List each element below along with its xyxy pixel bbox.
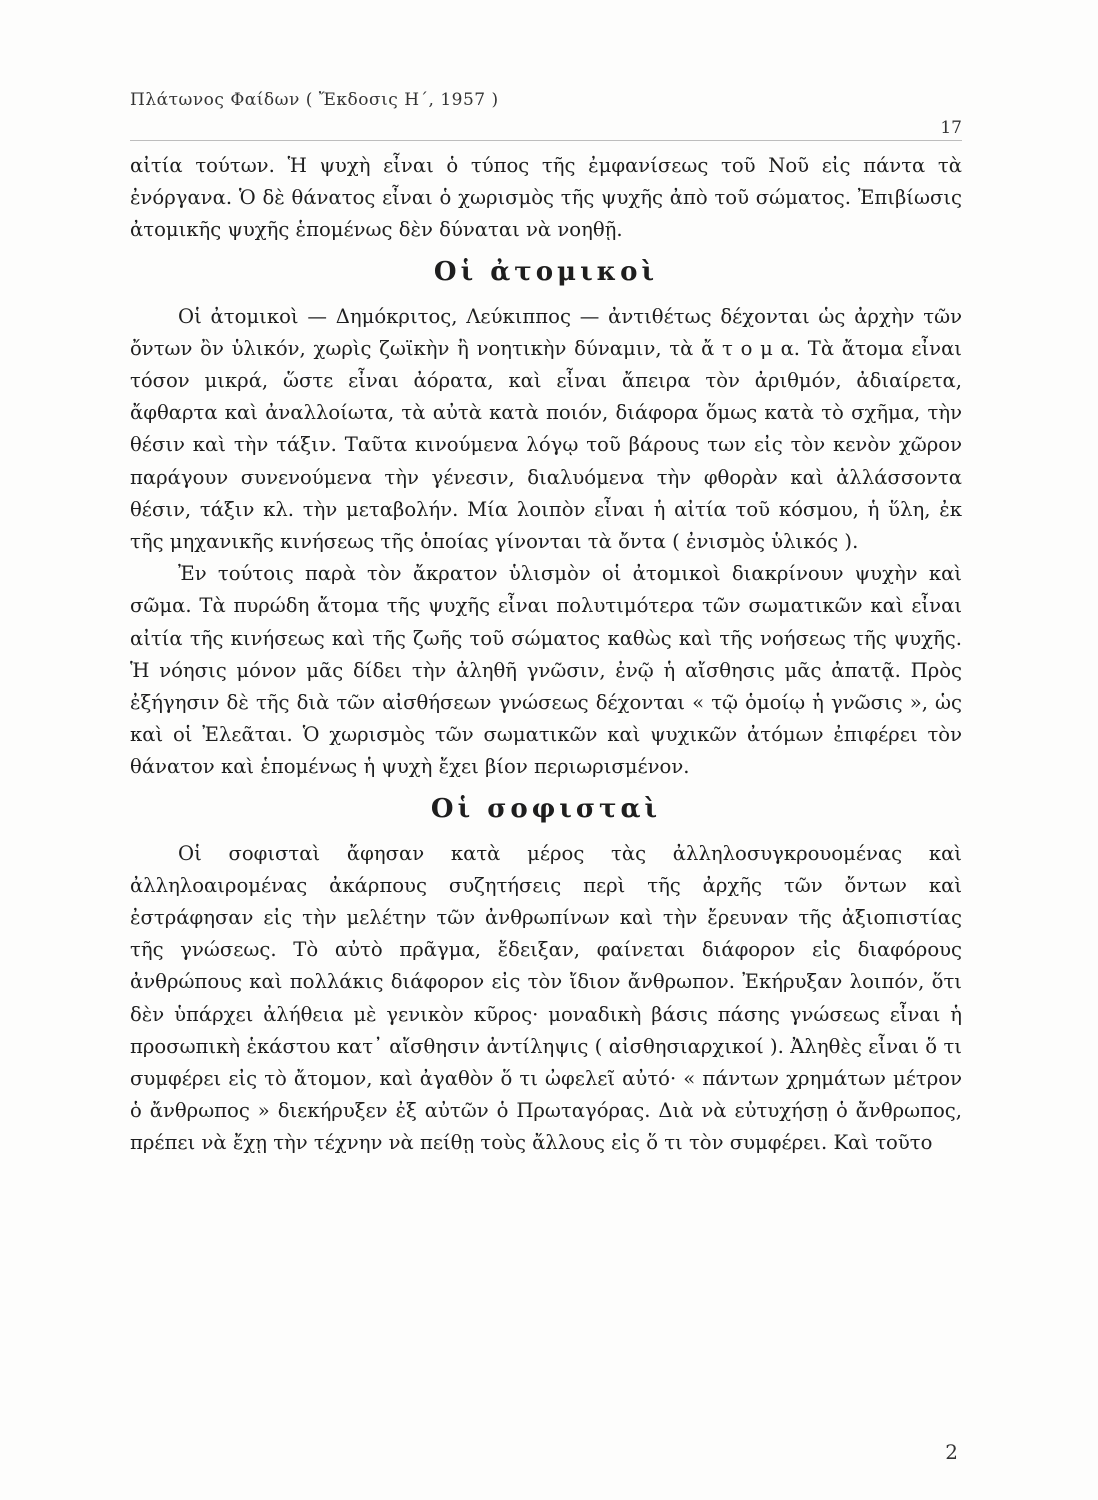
header-rule bbox=[130, 140, 962, 141]
running-head: Πλάτωνος Φαίδων ( Ἔκδοσις Η΄, 1957 ) bbox=[130, 90, 499, 110]
page-number: 17 bbox=[940, 118, 962, 138]
section-heading-sophists: Οἱ σοφισταὶ bbox=[430, 793, 662, 824]
page-body bbox=[130, 150, 962, 1160]
signature-mark: 2 bbox=[945, 1440, 958, 1464]
paragraph-atomists-principle: Οἱ ἀτομικοὶ — Δημόκριτος, Λεύκιππος — ἀντιθέτως δέχονται ὡς ἀρχὴν τῶν ὄντων ὂν ὑλικόν, χωρὶς ζωϊκὴν ἢ νοητικὴν δύναμιν, τὰ ἄ τ ο μ α. Τὰ ἄτομα εἶναι τόσον μικρά, ὥστε εἶναι ἀόρατα, καὶ εἶναι ἄπειρα τὸν ἀριθμόν, ἀδιαίρετα, ἄφθαρτα καὶ ἀναλλοίωτα, τὰ αὐτὰ κατὰ ποιόν, διάφορα ὅμως κατὰ τὸ σχῆμα, τὴν θέσιν καὶ τὴν τάξιν. Ταῦτα κινούμενα λόγῳ τοῦ βάρους των εἰς τὸν κενὸν χῶρον παράγουν συνενούμενα τὴν γένεσιν, διαλυόμενα τὴν φθορὰν καὶ ἀλλάσσοντα θέσιν, τάξιν κλ. τὴν μεταβολήν. Μία λοιπὸν εἶναι ἡ αἰτία τοῦ κόσμου, ἡ ὕλη, ἐκ τῆς μηχανικῆς κινήσεως τῆς ὁποίας γίνονται τὰ ὄντα ( ἐνισμὸς ὑλικός ). bbox=[130, 304, 962, 554]
paragraph-sophists: Οἱ σοφισταὶ ἄφησαν κατὰ μέρος τὰς ἀλληλοσυγκρουομένας καὶ ἀλληλοαιρομένας ἀκάρπους συζητήσεις περὶ τῆς ἀρχῆς τῶν ὄντων καὶ ἐστράφησαν εἰς τὴν μελέτην τῶν ἀνθρωπίνων καὶ τὴν ἔρευναν τῆς ἀξιοπιστίας τῆς γνώσεως. Τὸ αὐτὸ πρᾶγμα, ἔδειξαν, φαίνεται διάφορον εἰς διαφόρους ἀνθρώπους καὶ πολλάκις διάφορον εἰς τὸν ἴδιον ἄνθρωπον. Ἐκήρυξαν λοιπόν, ὅτι δὲν ὑπάρχει ἀλήθεια μὲ γενικὸν κῦρος· μοναδικὴ βάσις πάσης γνώσεως εἶναι ἡ προσωπικὴ ἑκάστου κατ᾽ αἴσθησιν ἀντίληψις ( αἰσθησιαρχικοί ). Ἀληθὲς εἶναι ὅ τι συμφέρει εἰς τὸ ἄτομον, καὶ ἀγαθὸν ὅ τι ὠφελεῖ αὐτό· « πάντων χρημάτων μέτρον ὁ ἄνθρωπος » διεκήρυξεν ἐξ αὐτῶν ὁ Πρωταγόρας. Διὰ νὰ εὐτυχήσῃ ὁ ἄνθρωπος, πρέπει νὰ ἔχῃ τὴν τέχνην νὰ πείθῃ τοὺς ἄλλους εἰς ὅ τι τὸν συμφέρει. Καὶ τοῦτο bbox=[130, 841, 962, 1155]
paragraph-soul-and-death: αἰτία τούτων. Ἡ ψυχὴ εἶναι ὁ τύπος τῆς ἐμφανίσεως τοῦ Νοῦ εἰς πάντα τὰ ἐνόργανα. Ὁ δὲ θάνατος εἶναι ὁ χωρισμὸς τῆς ψυχῆς ἀπὸ τοῦ σώματος. Ἐπιβίωσις ἀτομικῆς ψυχῆς ἑπομένως δὲν δύναται νὰ νοηθῇ. bbox=[130, 154, 962, 242]
section-heading-atomists: Οἱ ἀτομικοὶ bbox=[433, 256, 659, 287]
page-header bbox=[130, 90, 962, 138]
paragraph-atomists-soul: Ἐν τούτοις παρὰ τὸν ἄκρατον ὑλισμὸν οἱ ἀτομικοὶ διακρίνουν ψυχὴν καὶ σῶμα. Τὰ πυρώδη ἄτομα τῆς ψυχῆς εἶναι πολυτιμότερα τῶν σωματικῶν καὶ εἶναι αἰτία τῆς κινήσεως καὶ τῆς ζωῆς τοῦ σώματος καθὼς καὶ τῆς νοήσεως τῆς ψυχῆς. Ἡ νόησις μόνον μᾶς δίδει τὴν ἀληθῆ γνῶσιν, ἐνῷ ἡ αἴσθησις μᾶς ἀπατᾷ. Πρὸς ἐξήγησιν δὲ τῆς διὰ τῶν αἰσθήσεων γνώσεως δέχονται « τῷ ὁμοίῳ ἡ γνῶσις », ὡς καὶ οἱ Ἐλεᾶται. Ὁ χωρισμὸς τῶν σωματικῶν καὶ ψυχικῶν ἀτόμων ἐπιφέρει τὸν θάνατον καὶ ἑπομένως ἡ ψυχὴ ἔχει βίον περιωρισμένον. bbox=[130, 562, 962, 779]
